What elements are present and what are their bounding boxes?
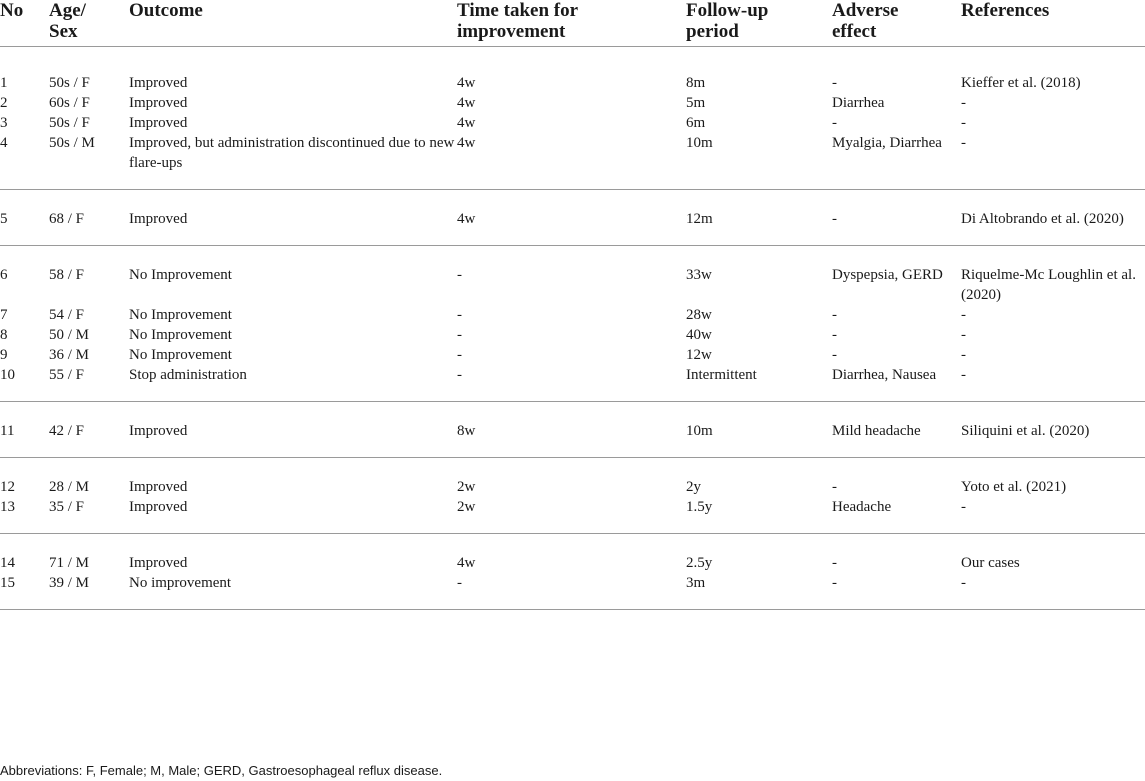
table-row (0, 93, 1145, 113)
cell-time-taken: 4w (457, 75, 476, 91)
cell-reference: Yoto et al. (2021) (961, 479, 1067, 495)
cell-adverse-effect: Dyspepsia, GERD (832, 267, 943, 283)
header-row (0, 0, 1145, 47)
cell-age-sex: 58 / F (49, 267, 85, 283)
table-row (0, 345, 1145, 365)
cell-reference: - (961, 347, 966, 363)
cell-no: 13 (0, 497, 49, 534)
footnote: Abbreviations: F, Female; M, Male; GERD, Gastroesophageal reflux disease. (0, 763, 443, 778)
cell-age-sex: 50s / F (49, 75, 90, 91)
cell-outcome: Improved (129, 479, 188, 495)
table-row (0, 365, 1145, 402)
cell-follow-up: 28w (686, 307, 712, 323)
cell-age-sex: 54 / F (49, 307, 85, 323)
cell-follow-up: 2.5y (686, 555, 713, 571)
cell-age-sex: 50s / M (49, 133, 129, 190)
cell-no: 11 (0, 402, 49, 458)
table-row (0, 113, 1145, 133)
cell-outcome: No improvement (129, 573, 457, 610)
table-row (0, 573, 1145, 610)
cell-adverse-effect: - (832, 573, 961, 610)
cell-outcome: Improved, but administration discontinued due to new flare-ups (129, 133, 457, 190)
header-references: References (961, 0, 1050, 21)
cell-no: 10 (0, 365, 49, 402)
cell-reference: - (961, 115, 966, 131)
cell-age-sex: 50 / M (49, 327, 90, 343)
cell-no: 15 (0, 573, 49, 610)
cell-age-sex: 68 / F (49, 190, 129, 246)
cell-time-taken: 4w (457, 95, 476, 111)
cell-outcome: Improved (129, 555, 188, 571)
cell-outcome: No Improvement (129, 267, 232, 283)
cell-follow-up: 12w (686, 347, 712, 363)
cell-age-sex: 60s / F (49, 95, 90, 111)
cell-reference: Riquelme-Mc Loughlin et al. (2020) (961, 267, 1136, 303)
table-row (0, 497, 1145, 534)
cell-age-sex: 71 / M (49, 555, 90, 571)
header-time-taken: Time taken for improvement (457, 0, 579, 42)
cell-time-taken: 2w (457, 497, 686, 534)
cell-follow-up: 5m (686, 95, 706, 111)
cell-no: 1 (0, 75, 8, 91)
cell-follow-up: 10m (686, 133, 832, 190)
cell-no: 5 (0, 190, 49, 246)
cell-adverse-effect: Headache (832, 497, 961, 534)
cell-outcome: Improved (129, 190, 457, 246)
cell-follow-up: 8m (686, 75, 706, 91)
cell-adverse-effect: - (832, 327, 837, 343)
cell-time-taken: 4w (457, 555, 476, 571)
table-row (0, 246, 1145, 306)
cell-time-taken: 4w (457, 115, 476, 131)
cell-no: 4 (0, 133, 49, 190)
cell-age-sex: 35 / F (49, 497, 129, 534)
cell-outcome: Improved (129, 115, 188, 131)
cell-adverse-effect: Myalgia, Diarrhea (832, 133, 961, 190)
cell-reference: - (961, 307, 966, 323)
cell-age-sex: 55 / F (49, 365, 129, 402)
cell-age-sex: 50s / F (49, 115, 90, 131)
cell-follow-up: 1.5y (686, 497, 832, 534)
cell-outcome: Improved (129, 95, 188, 111)
header-outcome: Outcome (129, 0, 203, 21)
cell-time-taken: 2w (457, 479, 476, 495)
cell-age-sex: 36 / M (49, 347, 90, 363)
cell-time-taken: - (457, 365, 686, 402)
cell-age-sex: 42 / F (49, 402, 129, 458)
cell-age-sex: 39 / M (49, 573, 129, 610)
cell-time-taken: - (457, 267, 462, 283)
header-no: No (0, 0, 24, 21)
cell-follow-up: 40w (686, 327, 712, 343)
cell-time-taken: 4w (457, 190, 686, 246)
cell-outcome: Improved (129, 497, 457, 534)
cell-adverse-effect: Mild headache (832, 402, 961, 458)
header-age-sex: Age/ Sex (49, 0, 86, 42)
cell-outcome: Improved (129, 75, 188, 91)
cell-reference: Siliquini et al. (2020) (961, 402, 1145, 458)
cell-follow-up: 33w (686, 267, 712, 283)
cell-no: 2 (0, 95, 8, 111)
cell-time-taken: - (457, 573, 686, 610)
table-row (0, 402, 1145, 458)
cell-adverse-effect: - (832, 190, 961, 246)
cell-adverse-effect: - (832, 479, 837, 495)
cell-reference: - (961, 365, 1145, 402)
cell-outcome: Stop administration (129, 365, 457, 402)
cell-no: 3 (0, 115, 8, 131)
cell-age-sex: 28 / M (49, 479, 90, 495)
cell-no: 8 (0, 327, 8, 343)
cell-time-taken: - (457, 307, 462, 323)
cell-adverse-effect: - (832, 555, 837, 571)
cell-no: 7 (0, 307, 8, 323)
cell-adverse-effect: - (832, 347, 837, 363)
cell-no: 12 (0, 479, 15, 495)
cell-no: 9 (0, 347, 8, 363)
table-row (0, 133, 1145, 190)
table-row (0, 325, 1145, 345)
cell-follow-up: 10m (686, 402, 832, 458)
cell-reference: - (961, 327, 966, 343)
header-follow-up: Follow-up period (686, 0, 769, 42)
table-body (0, 47, 1145, 610)
cell-outcome: No Improvement (129, 347, 232, 363)
table-row (0, 305, 1145, 325)
cell-reference: - (961, 497, 1145, 534)
cell-outcome: No Improvement (129, 327, 232, 343)
table-row (0, 534, 1145, 574)
cell-time-taken: 8w (457, 402, 686, 458)
cell-outcome: No Improvement (129, 307, 232, 323)
cell-follow-up: 12m (686, 190, 832, 246)
cell-time-taken: - (457, 347, 462, 363)
cell-adverse-effect: Diarrhea, Nausea (832, 365, 961, 402)
cell-time-taken: - (457, 327, 462, 343)
cell-outcome: Improved (129, 402, 457, 458)
cell-follow-up: Intermittent (686, 365, 832, 402)
cell-time-taken: 4w (457, 133, 686, 190)
cell-adverse-effect: - (832, 307, 837, 323)
cell-reference: - (961, 133, 1145, 190)
cell-adverse-effect: - (832, 115, 837, 131)
cell-follow-up: 2y (686, 479, 701, 495)
cell-reference: Di Altobrando et al. (2020) (961, 190, 1145, 246)
cell-reference: - (961, 95, 966, 111)
cell-no: 14 (0, 555, 15, 571)
table-row (0, 47, 1145, 94)
cell-follow-up: 6m (686, 115, 706, 131)
header-adverse-effect: Adverse effect (832, 0, 899, 42)
table-row (0, 190, 1145, 246)
cell-adverse-effect: - (832, 75, 837, 91)
table-row (0, 458, 1145, 498)
cell-follow-up: 3m (686, 573, 832, 610)
cell-reference: Our cases (961, 555, 1020, 571)
cell-no: 6 (0, 267, 8, 283)
cell-reference: - (961, 573, 1145, 610)
cell-reference: Kieffer et al. (2018) (961, 75, 1081, 91)
cell-adverse-effect: Diarrhea (832, 95, 885, 111)
